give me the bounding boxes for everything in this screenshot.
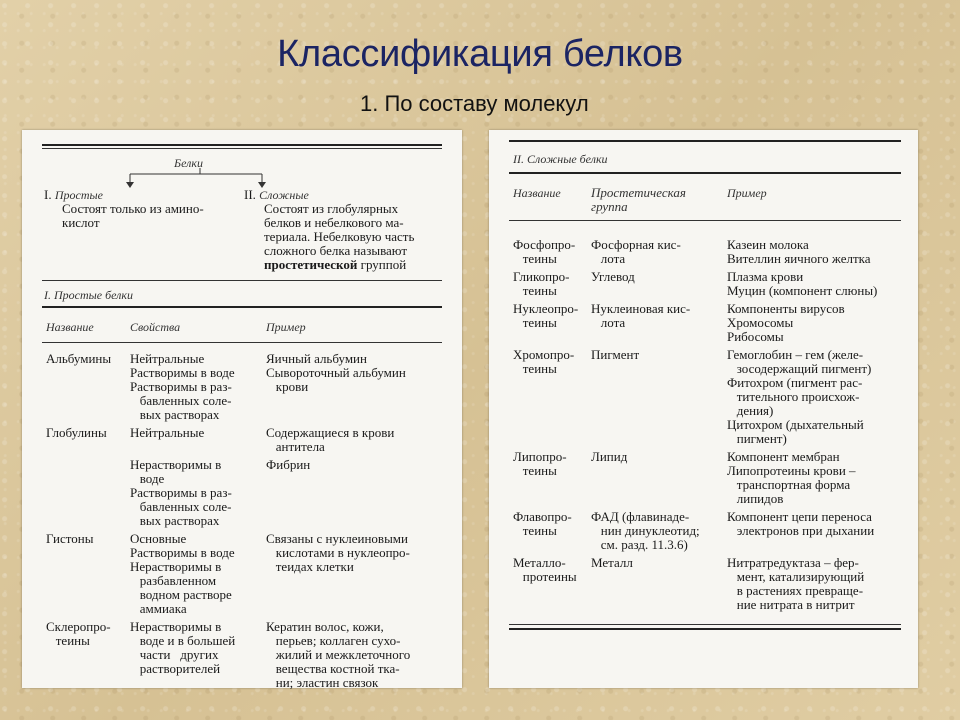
simple-desc-line: кислот [62, 215, 100, 230]
table-cell-name [46, 352, 111, 366]
cell-line: Хромосомы [727, 315, 794, 330]
table-cell-example [266, 426, 394, 454]
cell-line: электронов при дыхании [727, 523, 875, 538]
cell-line: воде и в большей [130, 633, 236, 648]
cell-line: Растворимы в воде [130, 365, 235, 380]
cell-line: Фибрин [266, 457, 311, 472]
cell-line: разбавленном [130, 573, 217, 588]
table-cell-name [513, 556, 577, 584]
table-cell-name [513, 510, 572, 538]
table-cell-example [727, 238, 871, 266]
cell-line: Нерастворимы в [130, 619, 222, 634]
cell-line: теины [513, 283, 557, 298]
bottom-rule [509, 624, 901, 625]
cell-line: теидах клетки [266, 559, 354, 574]
cell-line: Флавопро- [513, 509, 572, 524]
cell-line: части других [130, 647, 219, 662]
complex-branch [244, 188, 309, 202]
cell-line: Содержащиеся в крови [266, 425, 395, 440]
header-group-line: группа [591, 199, 628, 214]
cell-line: Липид [591, 449, 628, 464]
cell-line: Липопротеины крови – [727, 463, 856, 478]
cell-line: Углевод [591, 269, 635, 284]
cell-line: теины [513, 361, 557, 376]
table-cell-name [513, 348, 574, 376]
cell-line: вых растворах [130, 407, 220, 422]
tree-root-label: Белки [174, 156, 203, 170]
cell-line: Рибосомы [727, 329, 784, 344]
cell-line: Компонент мембран [727, 449, 840, 464]
table-cell-group [591, 510, 700, 552]
complex-desc [264, 202, 414, 272]
cell-line: Компоненты вирусов [727, 301, 845, 316]
cell-line: теины [513, 251, 557, 266]
cell-line: Фосфопро- [513, 237, 576, 252]
cell-line: теины [513, 463, 557, 478]
header-name: Название [513, 186, 561, 200]
cell-line: теины [513, 315, 557, 330]
section-title-text: II. Сложные белки [513, 152, 608, 166]
table-cell-group [591, 238, 681, 266]
prosthetic-term: простетической [264, 257, 358, 272]
complex-label: Сложные [259, 188, 309, 202]
cell-line: Металло- [513, 555, 566, 570]
cell-line: вещества костной тка- [266, 661, 400, 676]
cell-line: водном растворе [130, 587, 232, 602]
cell-line: Нуклеопро- [513, 301, 579, 316]
cell-line: тительного происхож- [727, 389, 860, 404]
cell-line: Склеропро- [46, 619, 111, 634]
table-cell-group [591, 450, 627, 464]
complex-desc-tail: группой [357, 257, 407, 272]
table-cell-name [513, 238, 575, 266]
table-cell-group [591, 302, 690, 330]
cell-line: зосодержащий пигмент) [727, 361, 872, 376]
cell-line: протеины [513, 569, 577, 584]
cell-line: вых растворах [130, 513, 220, 528]
cell-line: Липопро- [513, 449, 567, 464]
cell-line: Вителлин яичного желтка [727, 251, 871, 266]
cell-line: ние нитрата в нитрит [727, 597, 855, 612]
cell-line: Нуклеиновая кис- [591, 301, 691, 316]
cell-line: Кератин волос, кожи, [266, 619, 384, 634]
section-title-text: I. Простые белки [44, 288, 134, 302]
cell-line: Нерастворимы в [130, 457, 222, 472]
cell-line: Растворимы в раз- [130, 379, 232, 394]
cell-line: Плазма крови [727, 269, 804, 284]
cell-line: крови [266, 379, 309, 394]
cell-line: мент, катализирующий [727, 569, 865, 584]
header-example: Пример [727, 186, 767, 200]
header-bottom-rule [509, 220, 901, 221]
complex-num: II. [244, 187, 256, 202]
cell-line: аммиака [130, 601, 187, 616]
complex-desc-line: териала. Небелковую часть [264, 229, 415, 244]
cell-line: Фитохром (пигмент рас- [727, 375, 863, 390]
table-cell-name [513, 450, 567, 478]
section-rule [42, 280, 442, 281]
table-cell-example [727, 450, 856, 506]
header-group [591, 186, 686, 214]
cell-line: теины [46, 633, 90, 648]
cell-line: пигмент) [727, 431, 787, 446]
cell-line: бавленных соле- [130, 393, 232, 408]
complex-desc-line: белков и небелкового ма- [264, 215, 404, 230]
cell-line: Цитохром (дыхательный [727, 417, 864, 432]
cell-line: Альбумины [46, 351, 112, 366]
cell-line: растворителей [130, 661, 221, 676]
cell-line: лота [591, 251, 626, 266]
table-cell-example [266, 620, 410, 690]
table-cell-props [130, 620, 235, 676]
header-group-line: Простетическая [591, 185, 686, 200]
cell-line: Яичный альбумин [266, 351, 367, 366]
cell-line: Гистоны [46, 531, 94, 546]
header-props: Свойства [130, 320, 181, 334]
header-name: Название [46, 320, 94, 334]
table-cell-example [266, 458, 310, 472]
cell-line: Нерастворимы в [130, 559, 222, 574]
table-cell-example [727, 270, 877, 298]
cell-line: кислотами в нуклеопро- [266, 545, 410, 560]
top-rule [509, 140, 901, 142]
table-cell-example [727, 510, 874, 538]
table-cell-group [591, 348, 639, 362]
cell-line: ФАД (флавинаде- [591, 509, 690, 524]
complex-desc-line [264, 258, 414, 272]
cell-line: теины [513, 523, 557, 538]
cell-line: липидов [727, 491, 784, 506]
textbook-page-simple-proteins [22, 130, 462, 688]
table-cell-name [46, 426, 107, 440]
cell-line: Гемоглобин – гем (желе- [727, 347, 864, 362]
simple-num: I. [44, 187, 52, 202]
cell-line: воде [130, 471, 165, 486]
table-cell-example [266, 352, 406, 394]
section-title-complex [513, 152, 608, 166]
cell-line: в растениях превраще- [727, 583, 864, 598]
cell-line: Хромопро- [513, 347, 575, 362]
slide-title: Классификация белков [277, 33, 683, 75]
bottom-rule-thick [509, 628, 901, 630]
cell-line: транспортная форма [727, 477, 851, 492]
table-cell-group [591, 556, 633, 570]
cell-line: перьев; коллаген сухо- [266, 633, 401, 648]
table-cell-name [513, 302, 578, 330]
section-title-simple [44, 288, 133, 302]
header-top-rule [509, 172, 901, 174]
simple-desc-line: Состоят только из амино- [62, 201, 204, 216]
simple-label: Простые [54, 188, 103, 202]
table-cell-example [266, 532, 410, 574]
cell-line: лота [591, 315, 626, 330]
simple-desc [62, 202, 204, 230]
cell-line: Казеин молока [727, 237, 809, 252]
table-cell-group [591, 270, 635, 284]
cell-line: ни; эластин связок [266, 675, 379, 690]
cell-line: нин динуклеотид; [591, 523, 700, 538]
table-cell-props [130, 352, 235, 422]
cell-line: дения) [727, 403, 774, 418]
cell-line: Компонент цепи переноса [727, 509, 872, 524]
header-example: Пример [266, 320, 306, 334]
table-cell-example [727, 556, 864, 612]
cell-line: антитела [266, 439, 325, 454]
cell-line: Основные [130, 531, 187, 546]
cell-line: Нейтральные [130, 351, 205, 366]
table-cell-name [513, 270, 569, 298]
cell-line: Металл [591, 555, 633, 570]
cell-line: Растворимы в воде [130, 545, 235, 560]
cell-line: Нейтральные [130, 425, 205, 440]
complex-desc-line: сложного белка называют [264, 243, 408, 258]
cell-line: Пигмент [591, 347, 640, 362]
table-cell-props [130, 426, 204, 440]
cell-line: Растворимы в раз- [130, 485, 232, 500]
header-bottom-rule [42, 342, 442, 343]
cell-line: бавленных соле- [130, 499, 232, 514]
table-cell-name [46, 620, 111, 648]
table-cell-props [130, 532, 235, 616]
table-cell-example [727, 348, 871, 446]
cell-line: Связаны с нуклеиновыми [266, 531, 408, 546]
cell-line: Муцин (компонент слюны) [727, 283, 878, 298]
table-cell-props [130, 458, 232, 528]
header-top-rule [42, 306, 442, 308]
slide-subtitle: 1. По составу молекул [360, 91, 589, 116]
table-cell-example [727, 302, 845, 344]
cell-line: Гликопро- [513, 269, 570, 284]
cell-line: Глобулины [46, 425, 107, 440]
cell-line: Сывороточный альбумин [266, 365, 406, 380]
cell-line: жилий и межклеточного [266, 647, 411, 662]
simple-branch [44, 188, 103, 202]
textbook-page-complex-proteins [489, 130, 918, 688]
table-cell-name [46, 532, 93, 546]
cell-line: Фосфорная кис- [591, 237, 681, 252]
cell-line: см. разд. 11.3.6) [591, 537, 688, 552]
cell-line: Нитратредуктаза – фер- [727, 555, 859, 570]
complex-desc-line: Состоят из глобулярных [264, 201, 399, 216]
